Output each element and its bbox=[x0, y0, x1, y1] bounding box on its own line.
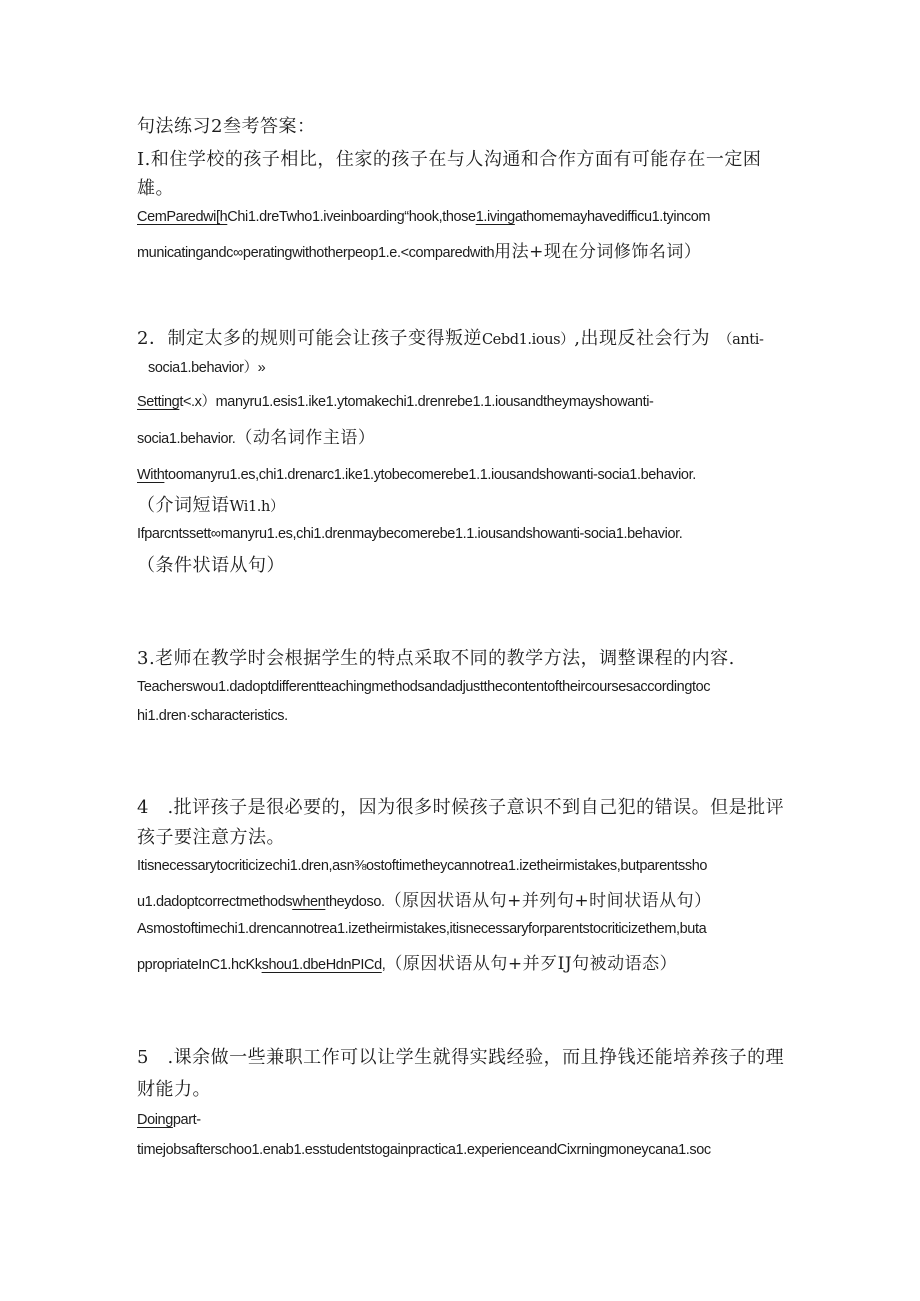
q2-chinese-line-2: socia1.behavior）» bbox=[148, 360, 266, 376]
q2-text-segment: ,出现反社会行为 bbox=[574, 328, 711, 349]
q2-text-segment: t<.x）manyru1.esis1.ike1.ytomakechi1.drenrebe1.1.iousandtheymayshowanti- bbox=[179, 394, 654, 410]
q5-chinese-line-2: 财能力。 bbox=[137, 1079, 211, 1100]
q2-chinese-line-1 bbox=[137, 324, 763, 350]
q2-grammar-note-2: （介词短语 bbox=[137, 495, 230, 516]
q2-text-segment: socia1.behavior. bbox=[137, 431, 236, 447]
q2-grammar-note-2-word: Wi1.h） bbox=[229, 499, 285, 515]
q1-text-segment: municatingandc∞peratingwithotherpeop1.e.<comparedwith bbox=[137, 245, 495, 261]
q4-text-segment: u1.dadoptcorrectmethods bbox=[137, 894, 293, 910]
q2-answer-1-line-1 bbox=[137, 390, 653, 411]
q5-text-segment: part- bbox=[172, 1112, 201, 1128]
q4-text-segment: , bbox=[381, 957, 386, 973]
q2-underlined-with: With bbox=[137, 467, 165, 483]
q1-english-line-2 bbox=[137, 237, 701, 262]
q1-english-line-1 bbox=[137, 209, 710, 225]
q2-text-segment: toomanyru1.es,chi1.drenarc1.ike1.ytobecomerebe1.1.iousandshowanti-socia1.behavior. bbox=[164, 467, 696, 483]
q2-rebellious-word: Cebd1.ious） bbox=[481, 332, 575, 348]
q4-text-segment: ppropriateInC1.hcKk bbox=[137, 957, 262, 973]
q2-text-segment: 2．制定太多的规则可能会让孩子变得叛逆 bbox=[137, 328, 482, 349]
q4-answer-1-line-1: Itisnecessarytocriticizechi1.dren,asn⅜ostoftimetheycannotrea1.izetheirmistakes,butparentssho bbox=[137, 858, 708, 874]
q1-chinese-line-1: I.和住学校的孩子相比，住家的孩子在与人沟通和合作方面有可能存在一定困 bbox=[137, 149, 762, 170]
q2-answer-2-line-1 bbox=[137, 467, 696, 483]
q1-chinese-line-2: 雄。 bbox=[137, 178, 174, 199]
q4-grammar-note-1: （原因状语从句+并列句+时间状语从句） bbox=[384, 891, 712, 911]
q4-answer-2-line-1: Asmostoftimechi1.drencannotrea1.izetheirmistakes,itisnecessaryforparentstocriticizethem,buta bbox=[137, 921, 707, 937]
q5-english-line-1 bbox=[137, 1112, 201, 1128]
q2-answer-3-line-1: Ifparcntssett∞manyru1.es,chi1.drenmaybecomerebe1.1.iousandshowanti-socia1.behavior. bbox=[137, 526, 683, 542]
q4-chinese-line-1: 4 .批评孩子是很必要的，因为很多时候孩子意识不到自己犯的错误。但是批评 bbox=[137, 797, 785, 818]
q1-underlined-compared-with: CemParedwi[h bbox=[137, 209, 228, 225]
q5-chinese-line-1: 5 .课余做一些兼职工作可以让学生就得实践经验，而且挣钱还能培养孩子的理 bbox=[137, 1047, 785, 1068]
q4-chinese-line-2: 孩子要注意方法。 bbox=[137, 827, 285, 848]
q2-answer-1-line-2 bbox=[137, 423, 375, 448]
q4-underlined-when: when bbox=[292, 894, 326, 910]
q2-answer-3-line-2: （条件状语从句） bbox=[137, 555, 285, 576]
q4-text-segment: theydoso. bbox=[325, 894, 385, 910]
q1-underlined-living: 1.iving bbox=[475, 209, 515, 225]
q2-anti-word: （anti- bbox=[718, 332, 764, 348]
q1-text-segment: Chi1.dreTwho1.iveinboarding“hook,those bbox=[227, 209, 476, 225]
q5-underlined-doing: Doing bbox=[137, 1112, 173, 1128]
q1-text-segment: athomemayhavedifficu1.tyincom bbox=[514, 209, 711, 225]
q4-grammar-note-2: （原因状语从句+并歹IJ句被动语态） bbox=[385, 954, 678, 974]
q2-answer-2-line-2 bbox=[137, 491, 284, 517]
q5-english-line-2: timejobsafterschoo1.enab1.esstudentstogainpractica1.experienceandCixrningmoneycana1.soc bbox=[137, 1142, 711, 1158]
q4-underlined-should-be: shou1.dbeHdnPICd bbox=[261, 957, 382, 973]
q3-english-line-2: hi1.dren·scharacteristics. bbox=[137, 708, 288, 724]
q3-chinese-line-1: 3.老师在教学时会根据学生的特点采取不同的教学方法，调整课程的内容. bbox=[137, 648, 735, 669]
q1-grammar-note: 用法+现在分词修饰名词） bbox=[494, 242, 702, 262]
q3-english-line-1: Teacherswou1.dadoptdifferentteachingmethodsandadjustthecontentoftheircoursesaccordingtoc bbox=[137, 679, 711, 695]
q4-answer-1-line-2 bbox=[137, 886, 712, 911]
page-title: 句法练习2叁考答案： bbox=[137, 116, 316, 137]
q2-grammar-note-1: （动名词作主语） bbox=[235, 428, 376, 448]
q2-underlined-setting: Setting bbox=[137, 394, 180, 410]
q4-answer-2-line-2 bbox=[137, 949, 677, 974]
